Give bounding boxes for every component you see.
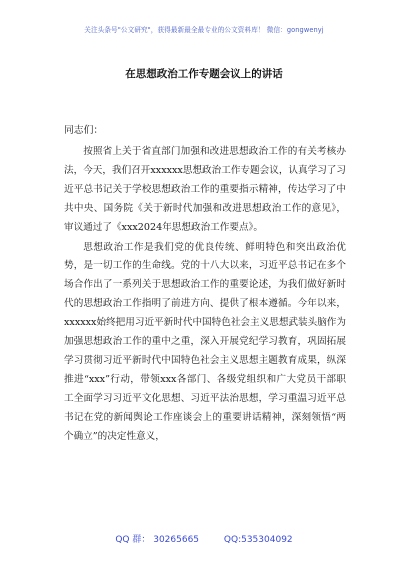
- qq-contact-number: QQ:535304092: [223, 535, 293, 545]
- paragraph-2: 思想政治工作是我们党的优良传统、鲜明特色和突出政治优势，是一切工作的生命线。党的十八大以来，习近平总书记在多个场合作出了一系列关于思想政治工作的重要论述，为我们做好新时代的思想政治工作指明了前进方向、提供了根本遵循。今年以来，xxxxxx始终把用习近平新时代中国特色社会主义思想武装头脑作为加强思想政治工作的重中之重，深入开展党纪学习教育，巩固拓展学习贯彻习近平新时代中国特色社会主义思想主题教育成果，纵深推进“xxx”行动，带领xxx各部门、各级党组织和广大党员干部职工全面学习习近平文化思想、习近平法治思想，学习重温习近平总书记在党的新闻舆论工作座谈会上的重要讲话精神，深刻领悟“两个确立”的决定性意义，: [64, 241, 346, 442]
- contact-footer: [0, 532, 408, 545]
- document-body: [64, 143, 346, 447]
- document-title: 在思想政治工作专题会议上的讲话: [125, 68, 283, 80]
- greeting: 同志们：: [64, 125, 104, 136]
- qq-group-number: QQ 群： 30265665: [115, 535, 200, 545]
- promo-banner: 关注头条号"公文研究"，获得最新最全最专业的公文资料库！ 微信：gongwenyj: [84, 26, 324, 34]
- paragraph-1: 按照省上关于省直部门加强和改进思想政治工作的有关考核办法，今天，我们召开xxxxxx思想政治工作专题会议，认真学习了习近平总书记关于学校思想政治工作的重要指示精神，传达学习了中共中央、国务院《关于新时代加强和改进思想政治工作的意见》，审议通过了《xxx2024年思想政治工作要点》。: [64, 146, 346, 233]
